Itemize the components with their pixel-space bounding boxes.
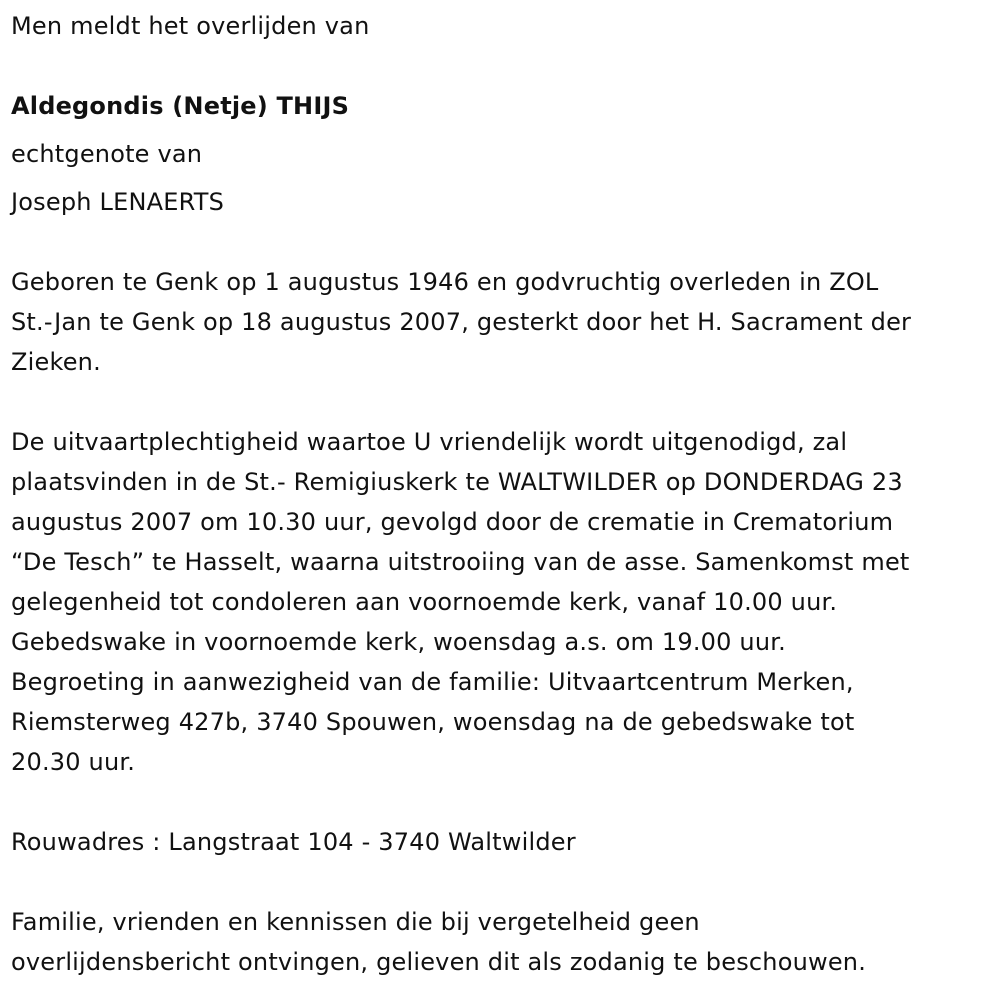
intro-text: Men meldt het overlijden van	[11, 12, 370, 40]
ceremony-line: augustus 2007 om 10.30 uur, gevolgd door de crematie in Crematorium	[11, 508, 894, 536]
ceremony-line: 20.30 uur.	[11, 748, 136, 776]
relation-text: echtgenote van	[11, 140, 203, 168]
ceremony-line: “De Tesch” te Hasselt, waarna uitstrooiing van de asse. Samenkomst met	[11, 548, 910, 576]
birth-death-line: Geboren te Genk op 1 augustus 1946 en godvruchtig overleden in ZOL	[11, 268, 879, 296]
ceremony-line: gelegenheid tot condoleren aan voornoemde kerk, vanaf 10.00 uur.	[11, 588, 838, 616]
ceremony-line: De uitvaartplechtigheid waartoe U vriendelijk wordt uitgenodigd, zal	[11, 428, 848, 456]
closing-line: overlijdensbericht ontvingen, gelieven dit als zodanig te beschouwen.	[11, 948, 867, 976]
spouse-name: Joseph LENAERTS	[11, 188, 224, 216]
deceased-name: Aldegondis (Netje) THIJS	[11, 92, 350, 120]
ceremony-line: Gebedswake in voornoemde kerk, woensdag a.s. om 19.00 uur.	[11, 628, 786, 656]
ceremony-line: plaatsvinden in de St.- Remigiuskerk te WALTWILDER op DONDERDAG 23	[11, 468, 903, 496]
ceremony-line: Begroeting in aanwezigheid van de familie: Uitvaartcentrum Merken,	[11, 668, 854, 696]
mourning-address: Rouwadres : Langstraat 104 - 3740 Waltwilder	[11, 828, 576, 856]
birth-death-line: St.-Jan te Genk op 18 augustus 2007, gesterkt door het H. Sacrament der	[11, 308, 912, 336]
birth-death-line: Zieken.	[11, 348, 101, 376]
closing-line: Familie, vrienden en kennissen die bij vergetelheid geen	[11, 908, 700, 936]
ceremony-line: Riemsterweg 427b, 3740 Spouwen, woensdag na de gebedswake tot	[11, 708, 855, 736]
